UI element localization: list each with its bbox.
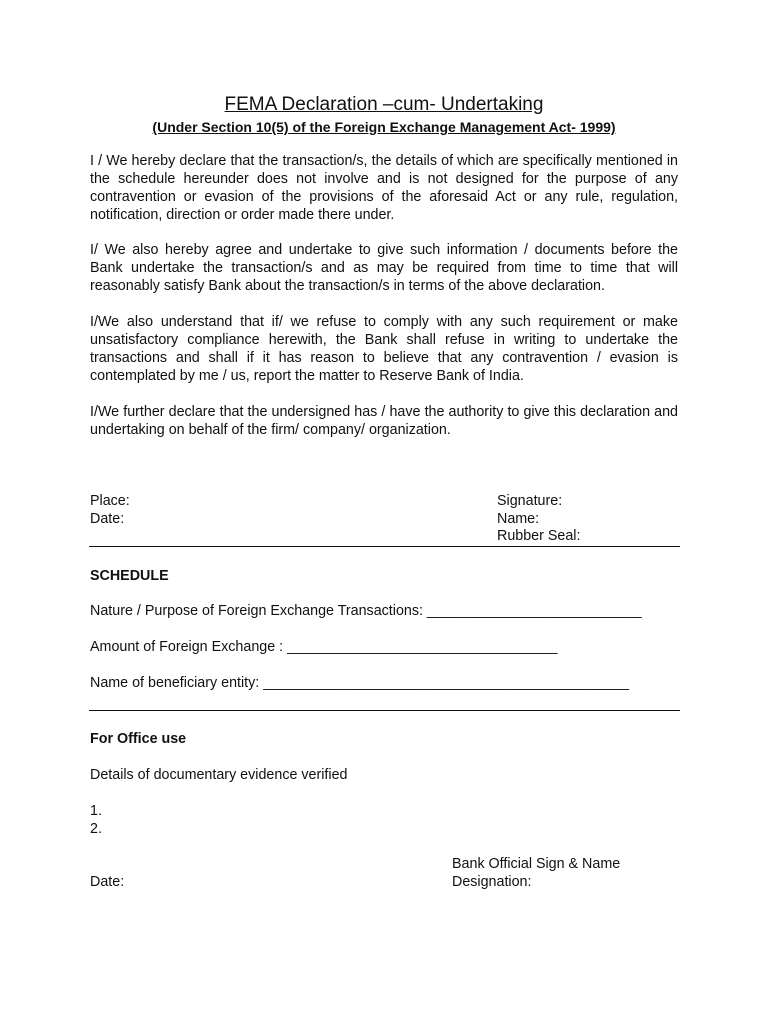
document-subtitle: (Under Section 10(5) of the Foreign Exchange Management Act- 1999) bbox=[152, 119, 616, 135]
designation-label: Designation: bbox=[452, 874, 532, 890]
amount-field: Amount of Foreign Exchange : __________________________________ bbox=[90, 639, 558, 655]
evidence-details-label: Details of documentary evidence verified bbox=[90, 767, 348, 783]
rubber-seal-label: Rubber Seal: bbox=[497, 528, 581, 544]
signature-label: Signature: bbox=[497, 493, 563, 509]
office-use-heading: For Office use bbox=[90, 731, 187, 747]
declaration-paragraph-1: I / We hereby declare that the transaction/s, the details of which are specifically mentioned in the schedule hereunder does not involve and is not designed for the purpose of any contravention or evasion of the provisions of the aforesaid Act or any rule, regulation, notification, direction or order made there under. bbox=[90, 153, 678, 223]
place-label: Place: bbox=[90, 493, 130, 509]
bank-official-label: Bank Official Sign & Name bbox=[452, 856, 621, 872]
nature-purpose-field: Nature / Purpose of Foreign Exchange Transactions: ___________________________ bbox=[90, 603, 642, 619]
document-title: FEMA Declaration –cum- Undertaking bbox=[224, 94, 544, 115]
evidence-item-1: 1. bbox=[90, 803, 102, 819]
schedule-heading: SCHEDULE bbox=[90, 568, 169, 584]
section-divider bbox=[89, 546, 680, 547]
beneficiary-field: Name of beneficiary entity: ______________________________________________ bbox=[90, 675, 629, 691]
date-label: Date: bbox=[90, 511, 125, 527]
evidence-item-2: 2. bbox=[90, 821, 102, 837]
declaration-paragraph-3: I/We also understand that if/ we refuse to comply with any such requirement or make unsatisfactory compliance herewith, the Bank shall refuse in writing to undertake the transactions and shall if it has reason to believe that any contravention / evasion is contemplated by me / us, report the matter to Reserve Bank of India. bbox=[90, 314, 678, 384]
declaration-paragraph-4: I/We further declare that the undersigned has / have the authority to give this declaration and undertaking on behalf of the firm/ company/ organization. bbox=[90, 404, 678, 438]
name-label: Name: bbox=[497, 511, 540, 527]
office-date-label: Date: bbox=[90, 874, 125, 890]
declaration-paragraph-2: I/ We also hereby agree and undertake to give such information / documents before the Bank undertake the transaction/s and as may be required from time to time that will reasonably satisfy Bank about the transaction/s in terms of the above declaration. bbox=[90, 242, 678, 294]
section-divider bbox=[89, 710, 680, 711]
